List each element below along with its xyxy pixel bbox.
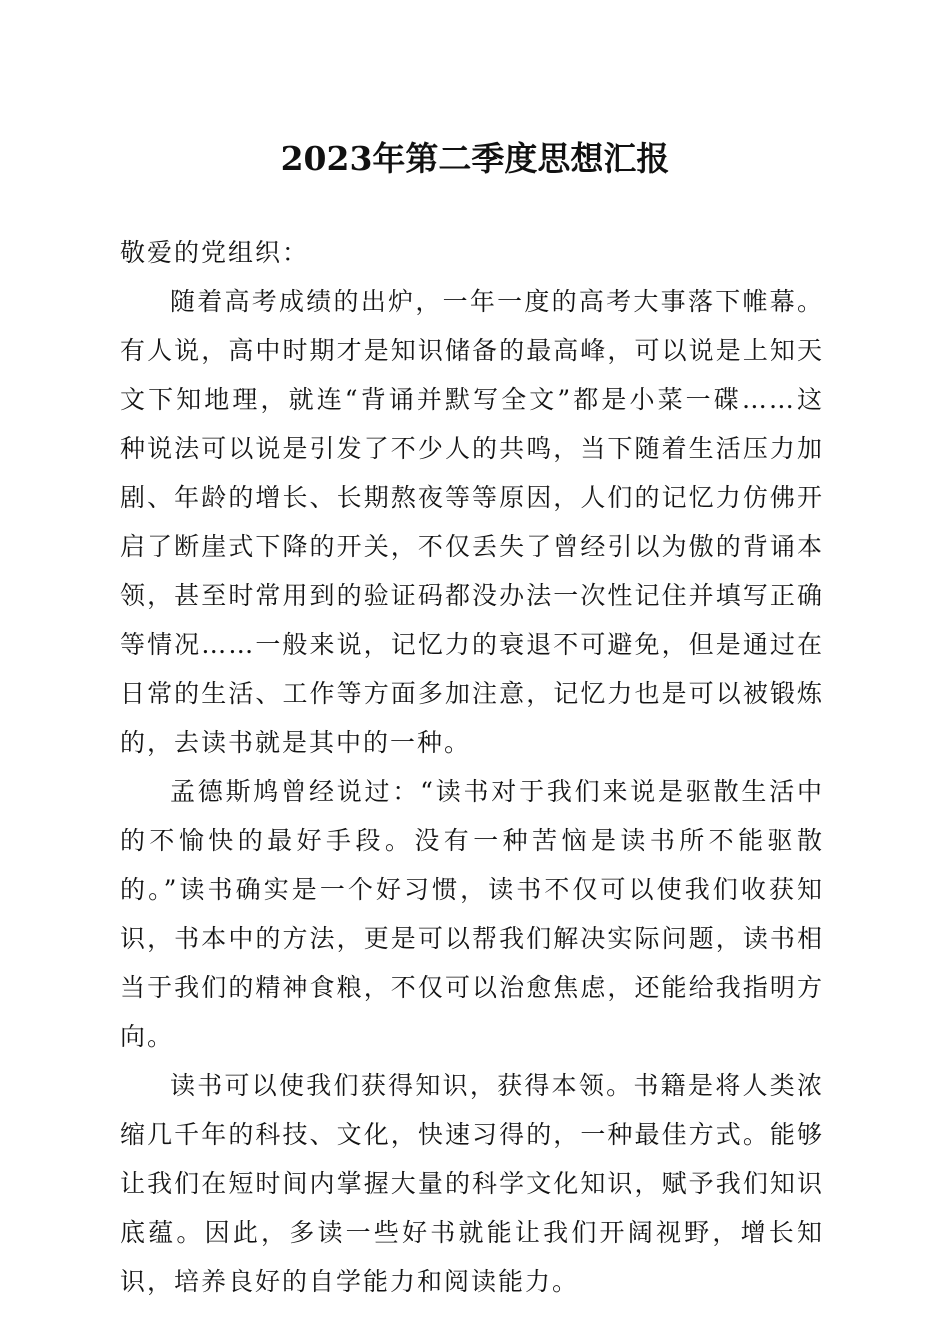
paragraph-3: 读书可以使我们获得知识，获得本领。书籍是将人类浓缩几千年的科技、文化，快速习得的，一种最佳方式。能够让我们在短时间内掌握大量的科学文化知识，赋予我们知识底蕴。因此，多读一些好书就能让我们开阔视野，增长知识，培养良好的自学能力和阅读能力。 — [120, 1071, 824, 1296]
document-body — [120, 228, 824, 1306]
document-title: 2023年第二季度思想汇报 — [280, 139, 670, 178]
paragraph-2: 孟德斯鸠曾经说过：“读书对于我们来说是驱散生活中的不愉快的最好手段。没有一种苦恼是读书所不能驱散的。”读书确实是一个好习惯，读书不仅可以使我们收获知识，书本中的方法，更是可以帮我们解决实际问题，读书相当于我们的精神食粮，不仅可以治愈焦虑，还能给我指明方向。 — [120, 777, 824, 1051]
paragraph-1: 随着高考成绩的出炉，一年一度的高考大事落下帷幕。有人说，高中时期才是知识储备的最高峰，可以说是上知天文下知地理，就连“背诵并默写全文”都是小菜一碟……这种说法可以说是引发了不少人的共鸣，当下随着生活压力加剧、年龄的增长、长期熬夜等等原因，人们的记忆力仿佛开启了断崖式下降的开关，不仅丢失了曾经引以为傲的背诵本领，甚至时常用到的验证码都没办法一次性记住并填写正确等情况……一般来说，记忆力的衰退不可避免，但是通过在日常的生活、工作等方面多加注意，记忆力也是可以被锻炼的，去读书就是其中的一种。 — [120, 287, 824, 757]
salutation: 敬爱的党组织： — [120, 238, 310, 267]
